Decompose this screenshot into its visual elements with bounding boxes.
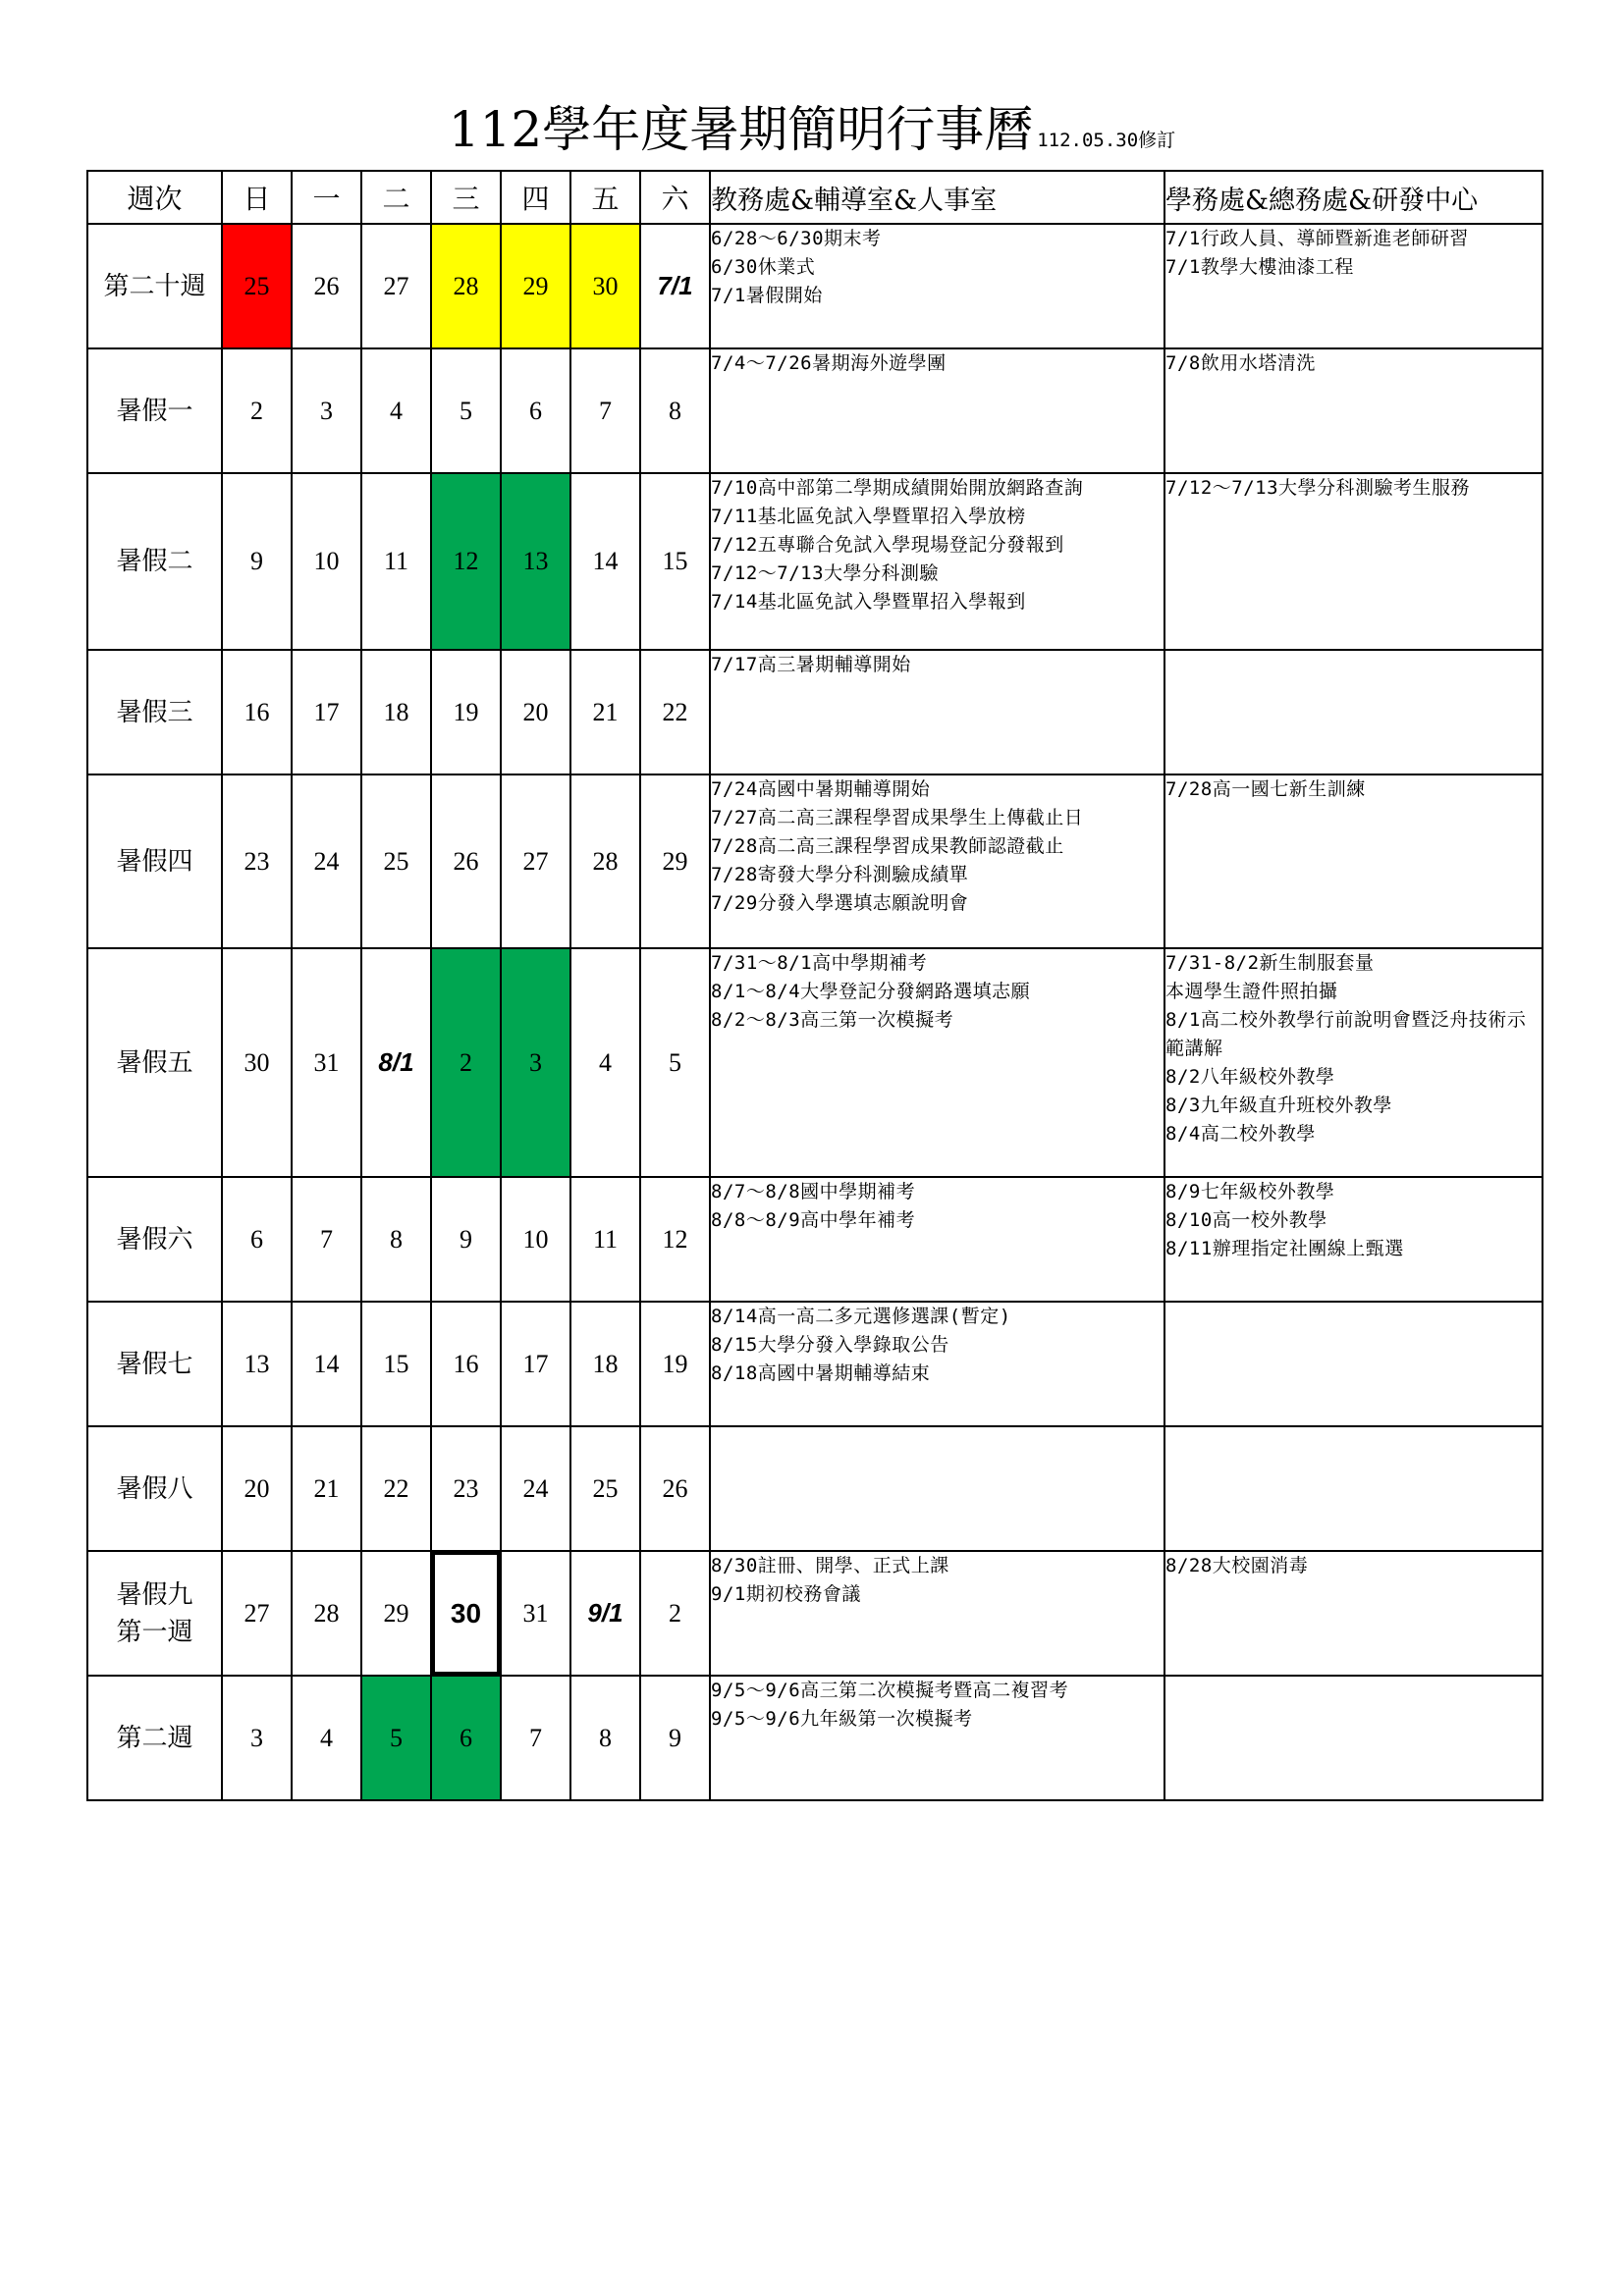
- day-cell: 25: [570, 1426, 640, 1551]
- day-cell: 28: [431, 224, 501, 348]
- dept1-events: [710, 650, 1164, 774]
- day-cell: 9: [222, 473, 292, 650]
- dept1-events: [710, 774, 1164, 948]
- week-label-line: 暑假六: [116, 1224, 193, 1255]
- week-row: [87, 1177, 1543, 1302]
- dept2-events: [1164, 1676, 1543, 1800]
- day-cell: 2: [640, 1551, 710, 1676]
- header-dept1: 教務處&輔導室&人事室: [710, 171, 1164, 224]
- week-label-line: 暑假二: [116, 547, 193, 576]
- day-cell: 8: [570, 1676, 640, 1800]
- week-label: [87, 1177, 222, 1302]
- day-cell: 5: [431, 348, 501, 473]
- week-label-line: 暑假三: [116, 697, 193, 727]
- day-cell: 9: [431, 1177, 501, 1302]
- event-item: 8/18高國中暑期輔導結束: [711, 1362, 931, 1384]
- title-text: 112學年度暑期簡明行事曆: [448, 101, 1034, 158]
- day-cell: 11: [570, 1177, 640, 1302]
- event-item: 8/1～8/4大學登記分發網路選填志願: [711, 981, 1031, 1002]
- event-item: 7/12～7/13大學分科測驗: [711, 562, 940, 584]
- header-day: 二: [361, 171, 431, 224]
- event-item: 9/1期初校務會議: [711, 1583, 861, 1605]
- day-cell: 4: [570, 948, 640, 1177]
- day-cell: 27: [501, 774, 570, 948]
- week-row: [87, 650, 1543, 774]
- day-cell: 17: [292, 650, 361, 774]
- day-cell: 6: [501, 348, 570, 473]
- day-cell: 2: [222, 348, 292, 473]
- week-label-line: 暑假五: [116, 1047, 193, 1078]
- week-label: [87, 1551, 222, 1676]
- day-cell: 12: [431, 473, 501, 650]
- week-row: [87, 1426, 1543, 1551]
- day-cell: 11: [361, 473, 431, 650]
- day-cell: 10: [501, 1177, 570, 1302]
- event-item: 6/30休業式: [711, 256, 816, 278]
- day-cell: 16: [431, 1302, 501, 1426]
- event-item: 8/9七年級校外教學: [1165, 1181, 1335, 1202]
- dept2-events: [1164, 948, 1543, 1177]
- day-cell: 6: [222, 1177, 292, 1302]
- event-item: 7/24高國中暑期輔導開始: [711, 778, 931, 800]
- event-item: 9/5～9/6九年級第一次模擬考: [711, 1708, 973, 1730]
- dept1-events: [710, 348, 1164, 473]
- event-item: 7/28寄發大學分科測驗成績單: [711, 864, 969, 885]
- dept1-events: [710, 1551, 1164, 1676]
- day-cell: 20: [222, 1426, 292, 1551]
- day-cell: 8: [361, 1177, 431, 1302]
- dept2-events: [1164, 224, 1543, 348]
- day-cell: 30: [431, 1551, 501, 1676]
- day-cell: 8/1: [361, 948, 431, 1177]
- event-item: 8/3九年級直升班校外教學: [1165, 1095, 1392, 1116]
- day-cell: 28: [570, 774, 640, 948]
- day-cell: 15: [640, 473, 710, 650]
- day-cell: 16: [222, 650, 292, 774]
- week-label: [87, 1302, 222, 1426]
- dept1-events: [710, 1676, 1164, 1800]
- event-item: 7/29分發入學選填志願說明會: [711, 892, 969, 914]
- day-cell: 17: [501, 1302, 570, 1426]
- dept1-events: [710, 1177, 1164, 1302]
- week-label: [87, 1426, 222, 1551]
- week-label-line: 暑假八: [116, 1473, 193, 1504]
- day-cell: 6: [431, 1676, 501, 1800]
- day-cell: 31: [501, 1551, 570, 1676]
- day-cell: 22: [640, 650, 710, 774]
- day-cell: 7: [501, 1676, 570, 1800]
- week-label-line: 第二十週: [103, 271, 206, 301]
- day-cell: 7: [570, 348, 640, 473]
- day-cell: 29: [501, 224, 570, 348]
- day-cell: 12: [640, 1177, 710, 1302]
- day-cell: 2: [431, 948, 501, 1177]
- event-item: 8/14高一高二多元選修選課(暫定): [711, 1306, 1011, 1327]
- day-cell: 23: [222, 774, 292, 948]
- day-cell: 28: [292, 1551, 361, 1676]
- event-item: 8/30註冊、開學、正式上課: [711, 1555, 949, 1576]
- dept1-events: [710, 1302, 1164, 1426]
- day-cell: 27: [222, 1551, 292, 1676]
- week-label: [87, 774, 222, 948]
- day-cell: 3: [501, 948, 570, 1177]
- day-cell: 9/1: [570, 1551, 640, 1676]
- day-cell: 24: [501, 1426, 570, 1551]
- day-cell: 18: [570, 1302, 640, 1426]
- day-cell: 26: [431, 774, 501, 948]
- week-row: [87, 348, 1543, 473]
- header-dept2: 學務處&總務處&研發中心: [1164, 171, 1543, 224]
- event-item: 8/2八年級校外教學: [1165, 1066, 1335, 1088]
- day-cell: 25: [222, 224, 292, 348]
- day-cell: 29: [361, 1551, 431, 1676]
- week-row: [87, 1302, 1543, 1426]
- day-cell: 5: [361, 1676, 431, 1800]
- event-item: 8/28大校園消毒: [1165, 1555, 1309, 1576]
- dept2-events: [1164, 473, 1543, 650]
- day-cell: 26: [292, 224, 361, 348]
- week-row: [87, 774, 1543, 948]
- day-cell: 22: [361, 1426, 431, 1551]
- day-cell: 19: [640, 1302, 710, 1426]
- event-item: 7/31～8/1高中學期補考: [711, 952, 928, 974]
- day-cell: 13: [222, 1302, 292, 1426]
- week-row: [87, 1551, 1543, 1676]
- day-cell: 20: [501, 650, 570, 774]
- header-week: 週次: [87, 171, 222, 224]
- week-label-line: 暑假一: [116, 396, 193, 426]
- event-item: 7/12～7/13大學分科測驗考生服務: [1165, 477, 1471, 499]
- event-item: 7/8飲用水塔清洗: [1165, 352, 1316, 374]
- week-label-line: 第二週: [116, 1723, 193, 1753]
- header-day: 六: [640, 171, 710, 224]
- week-row: [87, 948, 1543, 1177]
- dept2-events: [1164, 348, 1543, 473]
- week-label-line: 暑假七: [116, 1349, 193, 1379]
- day-cell: 15: [361, 1302, 431, 1426]
- week-label: [87, 948, 222, 1177]
- event-item: 7/28高一國七新生訓練: [1165, 778, 1366, 800]
- day-cell: 3: [222, 1676, 292, 1800]
- event-item: 9/5～9/6高三第二次模擬考暨高二複習考: [711, 1680, 1069, 1701]
- day-cell: 3: [292, 348, 361, 473]
- event-item: 6/28～6/30期末考: [711, 228, 882, 249]
- day-cell: 14: [292, 1302, 361, 1426]
- week-row: [87, 224, 1543, 348]
- dept2-events: [1164, 774, 1543, 948]
- day-cell: 30: [570, 224, 640, 348]
- dept1-events: [710, 473, 1164, 650]
- day-cell: 7/1: [640, 224, 710, 348]
- dept2-events: [1164, 1551, 1543, 1676]
- day-cell: 29: [640, 774, 710, 948]
- day-cell: 14: [570, 473, 640, 650]
- day-cell: 24: [292, 774, 361, 948]
- day-cell: 7: [292, 1177, 361, 1302]
- event-item: 7/1行政人員、導師暨新進老師研習: [1165, 228, 1469, 249]
- event-item: 8/15大學分發入學錄取公告: [711, 1334, 949, 1356]
- day-cell: 18: [361, 650, 431, 774]
- dept2-events: [1164, 1426, 1543, 1551]
- event-item: 7/11基北區免試入學暨單招入學放榜: [711, 506, 1026, 527]
- header-row: [87, 171, 1543, 224]
- day-cell: 30: [222, 948, 292, 1177]
- day-cell: 4: [292, 1676, 361, 1800]
- day-cell: 4: [361, 348, 431, 473]
- event-item: 7/10高中部第二學期成績開始開放網路查詢: [711, 477, 1084, 499]
- event-item: 本週學生證件照拍攝: [1165, 981, 1338, 1002]
- day-cell: 31: [292, 948, 361, 1177]
- event-item: 7/17高三暑期輔導開始: [711, 654, 911, 675]
- event-item: 8/10高一校外教學: [1165, 1209, 1327, 1231]
- day-cell: 26: [640, 1426, 710, 1551]
- day-cell: 8: [640, 348, 710, 473]
- day-cell: 19: [431, 650, 501, 774]
- event-item: 7/1教學大樓油漆工程: [1165, 256, 1354, 278]
- week-label: [87, 348, 222, 473]
- dept2-events: [1164, 1177, 1543, 1302]
- event-item: 7/31-8/2新生制服套量: [1165, 952, 1375, 974]
- day-cell: 21: [292, 1426, 361, 1551]
- calendar-table: [86, 170, 1543, 1801]
- week-row: [87, 473, 1543, 650]
- day-cell: 25: [361, 774, 431, 948]
- week-label-line: 暑假九: [116, 1579, 193, 1610]
- revision-note: 112.05.30修訂: [1037, 130, 1176, 151]
- header-day: 日: [222, 171, 292, 224]
- event-item: 7/12五專聯合免試入學現場登記分發報到: [711, 534, 1064, 556]
- page-title: [0, 90, 1624, 161]
- week-label: [87, 224, 222, 348]
- event-item: 7/4～7/26暑期海外遊學團: [711, 352, 947, 374]
- event-item: 7/27高二高三課程學習成果學生上傳截止日: [711, 807, 1084, 828]
- header-day: 三: [431, 171, 501, 224]
- dept2-events: [1164, 650, 1543, 774]
- event-item: 8/1高二校外教學行前說明會暨泛舟技術示範講解: [1165, 1009, 1527, 1059]
- event-item: 7/1暑假開始: [711, 285, 823, 306]
- week-label-line: 暑假四: [116, 846, 193, 877]
- week-label-line: 第一週: [116, 1617, 193, 1647]
- day-cell: 23: [431, 1426, 501, 1551]
- day-cell: 5: [640, 948, 710, 1177]
- day-cell: 13: [501, 473, 570, 650]
- week-row: [87, 1676, 1543, 1800]
- event-item: 7/28高二高三課程學習成果教師認證截止: [711, 835, 1064, 857]
- day-cell: 21: [570, 650, 640, 774]
- event-item: 8/11辦理指定社團線上甄選: [1165, 1238, 1404, 1259]
- week-label: [87, 650, 222, 774]
- dept1-events: [710, 224, 1164, 348]
- day-cell: 10: [292, 473, 361, 650]
- event-item: 8/4高二校外教學: [1165, 1123, 1316, 1145]
- header-day: 一: [292, 171, 361, 224]
- day-cell: 9: [640, 1676, 710, 1800]
- event-item: 8/7～8/8國中學期補考: [711, 1181, 916, 1202]
- week-label: [87, 1676, 222, 1800]
- event-item: 8/2～8/3高三第一次模擬考: [711, 1009, 954, 1031]
- dept1-events: [710, 948, 1164, 1177]
- event-item: 8/8～8/9高中學年補考: [711, 1209, 916, 1231]
- day-cell: 27: [361, 224, 431, 348]
- dept1-events: [710, 1426, 1164, 1551]
- dept2-events: [1164, 1302, 1543, 1426]
- header-day: 四: [501, 171, 570, 224]
- header-day: 五: [570, 171, 640, 224]
- week-label: [87, 473, 222, 650]
- event-item: 7/14基北區免試入學暨單招入學報到: [711, 591, 1026, 613]
